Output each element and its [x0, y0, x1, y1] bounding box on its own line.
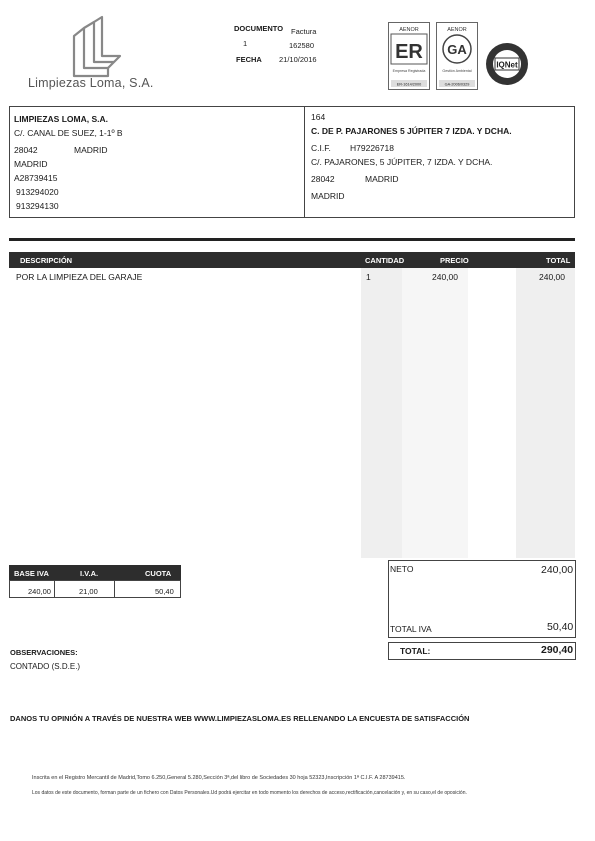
- gc-code: GA-2006/0329: [444, 82, 470, 87]
- issuer-city-right: MADRID: [74, 145, 108, 155]
- client-cif: H79226718: [350, 143, 394, 153]
- fecha-label: FECHA: [236, 55, 262, 64]
- documento-label: DOCUMENTO: [234, 24, 284, 33]
- documento-value: Factura: [291, 27, 317, 36]
- client-name: C. DE P. PAJARONES 5 JÚPITER 7 IZDA. Y DCHA.: [311, 126, 512, 136]
- tax-col-iva: I.V.A.: [80, 569, 99, 578]
- total-label: TOTAL:: [400, 646, 431, 656]
- serie-value: 1: [243, 39, 248, 48]
- cantidad-column-shade: [361, 268, 402, 558]
- er-mark: ER: [395, 41, 423, 63]
- aenor-er-cert-icon: [388, 22, 430, 90]
- privacy-notice: Los datos de este documento, forman parte de un fichero con Datos Personales.Ud podrá ejercitar en todo momento los derechos de acceso,rectificación,cancelación y, en su caso,el de oposición.: [32, 790, 467, 796]
- observaciones-value: CONTADO (S.D.E.): [10, 662, 81, 671]
- section-rule: [9, 238, 575, 241]
- col-total: TOTAL: [546, 256, 571, 265]
- client-cif-label: C.I.F.: [311, 143, 331, 153]
- col-cantidad: CANTIDAD: [365, 256, 405, 265]
- tax-base-value: 240,00: [28, 587, 51, 596]
- issuer-city: MADRID: [14, 159, 48, 169]
- iqnet-cert-icon: [480, 42, 534, 86]
- row-cantidad: 1: [366, 272, 371, 282]
- issuer-cif: A28739415: [14, 173, 58, 183]
- issuer-zip: 28042: [14, 145, 38, 155]
- tax-col-cuota: CUOTA: [145, 569, 172, 578]
- er-code: ER-1614/2000: [396, 82, 422, 87]
- gc-top: AENOR: [447, 27, 467, 33]
- aenor-ga-cert-icon: [436, 22, 478, 90]
- client-city-right: MADRID: [365, 174, 399, 184]
- neto-value: 240,00: [541, 564, 574, 576]
- issuer-name: LIMPIEZAS LOMA, S.A.: [14, 114, 108, 124]
- tax-col-base: BASE IVA: [14, 569, 49, 578]
- observaciones-label: OBSERVACIONES:: [10, 648, 78, 657]
- fecha-value: 21/10/2016: [279, 55, 317, 64]
- er-caption: Empresa Registrada: [392, 69, 426, 73]
- company-brand-name: Limpiezas Loma, S.A.: [28, 76, 154, 90]
- client-city: MADRID: [311, 191, 345, 201]
- items-table-header: [9, 252, 575, 268]
- col-precio: PRECIO: [440, 256, 469, 265]
- neto-label: NETO: [390, 564, 414, 574]
- tax-cuota-value: 50,40: [155, 587, 174, 596]
- tax-iva-value: 21,00: [79, 587, 98, 596]
- iqnet-mark: IQNet: [496, 60, 518, 70]
- client-code: 164: [311, 112, 326, 122]
- total-iva-label: TOTAL IVA: [390, 624, 432, 634]
- client-zip: 28042: [311, 174, 335, 184]
- gc-mark: GA: [447, 42, 467, 57]
- total-column-shade: [516, 268, 575, 558]
- registro-mercantil: Inscrita en el Registro Mercantil de Madrid,Tomo 6.250,General 5.280,Sección 3ª,del libro de Sociedades 30 hoja 52323,Inscripción 1ª C.I.F. A 28739415.: [32, 775, 406, 781]
- row-total: 240,00: [539, 272, 565, 282]
- client-street: C/. PAJARONES, 5 JÚPITER, 7 IZDA. Y DCHA.: [311, 157, 493, 167]
- er-top: AENOR: [399, 27, 419, 33]
- total-iva-value: 50,40: [547, 621, 574, 633]
- issuer-phone2: 913294130: [16, 201, 59, 211]
- total-value: 290,40: [541, 644, 574, 656]
- issuer-phone1: 913294020: [16, 187, 59, 197]
- row-precio: 240,00: [432, 272, 458, 282]
- precio-column-shade: [402, 268, 468, 558]
- issuer-street: C/. CANAL DE SUEZ, 1-1º B: [14, 128, 123, 138]
- tax-divider: [54, 580, 55, 598]
- table-row: [9, 272, 575, 286]
- row-descripcion: POR LA LIMPIEZA DEL GARAJE: [16, 272, 143, 282]
- tax-divider: [114, 580, 115, 598]
- col-descripcion: DESCRIPCIÓN: [20, 256, 73, 265]
- numero-value: 162580: [289, 41, 315, 50]
- gc-caption: Gestión Ambiental: [442, 69, 472, 73]
- survey-text: DANOS TU OPINIÓN A TRAVÉS DE NUESTRA WEB WWW.LIMPIEZASLOMA.ES RELLENANDO LA ENCUESTA DE SATISFACCIÓN: [10, 714, 470, 723]
- address-divider: [304, 106, 305, 218]
